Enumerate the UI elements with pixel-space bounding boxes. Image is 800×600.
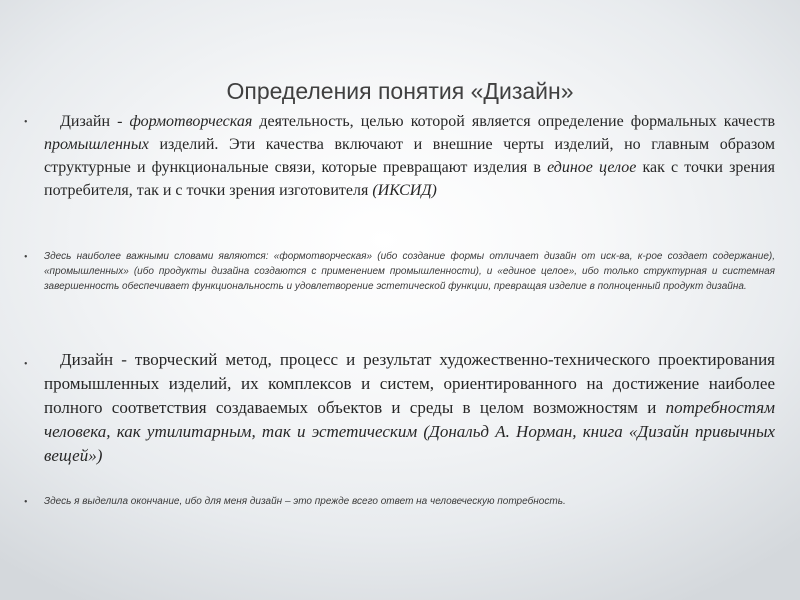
note-personal: Здесь я выделила окончание, ибо для меня дизайн – это прежде всего ответ на человеческую потребность. [44,496,566,507]
def2-text: Дизайн - творческий метод, процесс и результат художественно-технического проектирования промышленных изделий, их комплексов и систем, ориентированного на достижение наиболее полного соответствия создаваемых объектов и среды в целом возможностям и [44,350,775,417]
bullet-icon: • [24,117,28,128]
def1-text: деятельность, целью которой является определение формальных качеств [252,113,775,130]
def1-text: как с точки зрения потребителя, так и с точки зрения изготовителя [44,159,775,199]
def1-source: (ИКСИД) [372,182,437,199]
slide-title: Определения понятия «Дизайн» [226,78,574,104]
definition-norman [44,348,775,468]
def1-emphasis: формотворческая [129,113,253,130]
bullet-icon: • [24,252,28,263]
def1-emphasis: промышленных [44,136,149,153]
definition-iksid [44,110,775,202]
bullet-icon: • [24,497,28,508]
def1-text: изделий. Эти качества включают и внешние черты изделий, но главным образом структурные и функциональные связи, которые превращают изделия в [44,136,775,176]
def1-emphasis: единое целое [547,159,637,176]
note-key-words: Здесь наиболее важными словами являются: «формотворческая» (ибо создание формы отличает дизайн от иск-ва, к-рое создает содержание), «промышленных» (ибо продукты дизайна создаются с применением промышленности), и «единое целое», ибо только структурная и системная завершенность обеспечивает функциональность и удовлетворение эстетической функции, превращая изделие в полноценный продукт дизайна. [44,251,775,292]
def1-text: Дизайн - [60,113,130,130]
def2-emphasis: потребностям человека, как утилитарным, так и эстетическим (Дональд А. Норман, книга «Дизайн привычных вещей») [44,398,775,465]
bullet-icon: • [24,359,28,370]
